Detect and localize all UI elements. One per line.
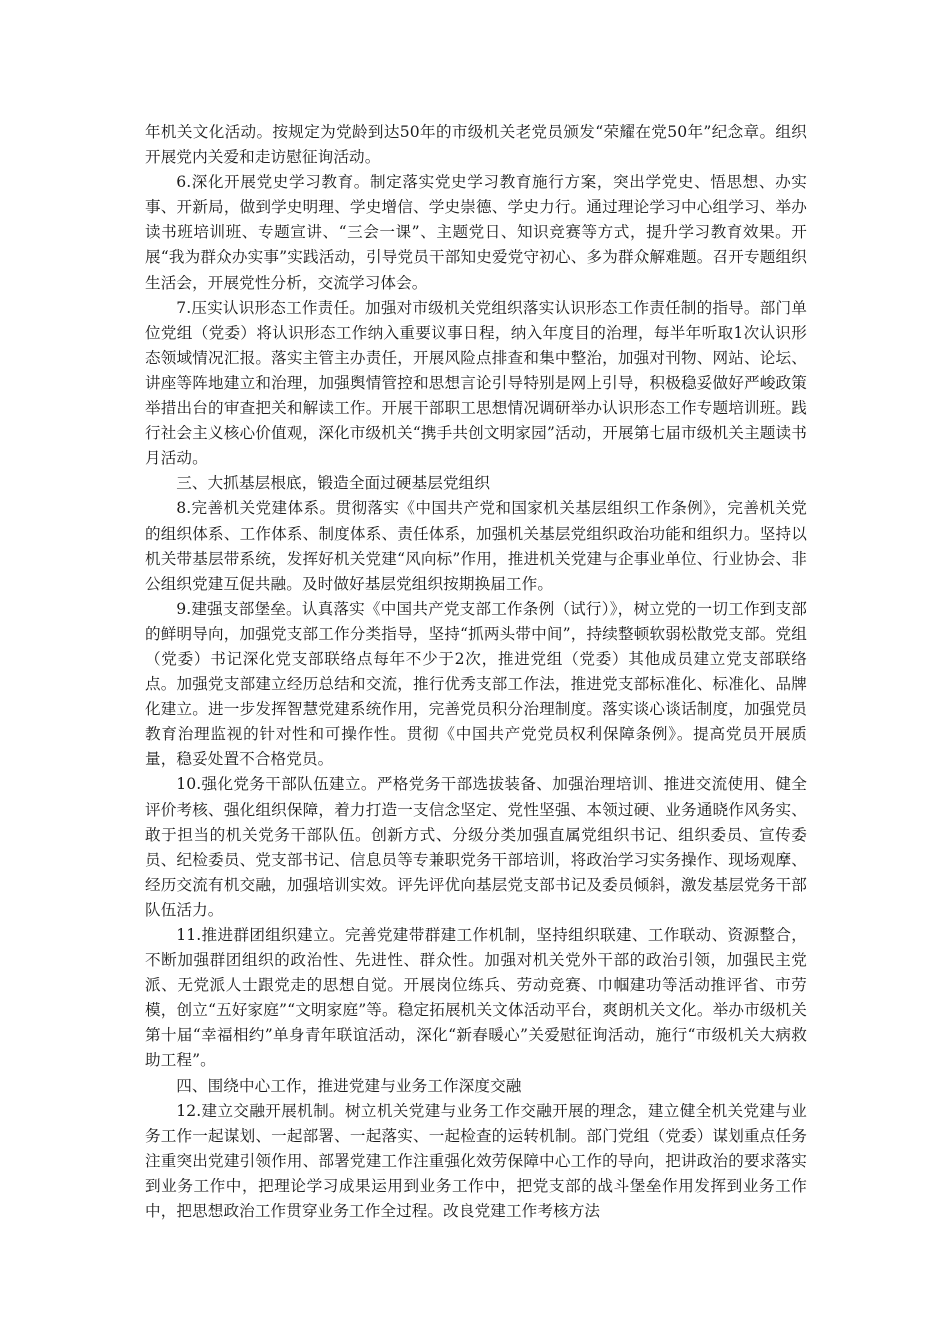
paragraph-item-7: 7.压实认识形态工作责任。加强对市级机关党组织落实认识形态工作责任制的指导。部门单位党组（党委）将认识形态工作纳入重要议事日程，纳入年度目的治理，每半年听取1次认识形态领域情况汇报。落实主管主办责任，开展风险点排查和集中整治，加强对刊物、网站、论坛、讲座等阵地建立和治理，加强舆情管控和思想言论引导特别是网上引导，积极稳妥做好严峻政策举措出台的审查把关和解读工作。开展干部职工思想情况调研举办认识形态工作专题培训班。践行社会主义核心价值观，深化市级机关“携手共创文明家园”活动，开展第七届市级机关主题读书月活动。: [145, 298, 807, 468]
paragraph-item-10: 10.强化党务干部队伍建立。严格党务干部选拔装备、加强治理培训、推进交流使用、健全评价考核、强化组织保障，着力打造一支信念坚定、党性坚强、本领过硬、业务通晓作风务实、敢于担当的机关党务干部队伍。创新方式、分级分类加强直属党组织书记、组织委员、宣传委员、纪检委员、党支部书记、信息员等专兼职党务干部培训，将政治学习实务操作、现场观摩、经历交流有机交融，加强培训实效。评先评优向基层党支部书记及委员倾斜，激发基层党务干部队伍活力。: [145, 775, 807, 919]
paragraph-item-12: 12.建立交融开展机制。树立机关党建与业务工作交融开展的理念，建立健全机关党建与业务工作一起谋划、一起部署、一起落实、一起检查的运转机制。部门党组（党委）谋划重点任务注重突出党建引领作用、部署党建工作注重强化效劳保障中心工作的导向，把讲政治的要求落实到业务工作中，把理论学习成果运用到业务工作中，把党支部的战斗堡垒作用发挥到业务工作中，把思想政治工作贯穿业务工作全过程。改良党建工作考核方法: [145, 1101, 807, 1221]
document-body: [145, 120, 807, 1224]
paragraph-item-11: 11.推进群团组织建立。完善党建带群建工作机制，坚持组织联建、工作联动、资源整合，不断加强群团组织的政治性、先进性、群众性。加强对机关党外干部的政治引领，加强民主党派、无党派人士跟党走的思想自觉。开展岗位练兵、劳动竞赛、巾帼建功等活动推评省、市劳模，创立“五好家庭”“文明家庭”等。稳定拓展机关文体活动平台，爽朗机关文化。举办市级机关第十届“幸福相约”单身青年联谊活动，深化“新春暖心”关爱慰征询活动，施行“市级机关大病救助工程”。: [145, 926, 807, 1070]
paragraph-item-8: 8.完善机关党建体系。贯彻落实《中国共产党和国家机关基层组织工作条例》，完善机关党的组织体系、工作体系、制度体系、责任体系，加强机关基层党组织政治功能和组织力。坚持以机关带基层带系统，发挥好机关党建“风向标”作用，推进机关党建与企事业单位、行业协会、非公组织党建互促共融。及时做好基层党组织按期换届工作。: [145, 499, 807, 593]
paragraph-item-9: 9.建强支部堡垒。认真落实《中国共产党支部工作条例（试行）》，树立党的一切工作到支部的鲜明导向，加强党支部工作分类指导，坚持“抓两头带中间”，持续整顿软弱松散党支部。党组（党委）书记深化党支部联络点每年不少于2次，推进党组（党委）其他成员建立党支部联络点。加强党支部建立经历总结和交流，推行优秀支部工作法，推进党支部标准化、标准化、品牌化建立。进一步发挥智慧党建系统作用，完善党员积分治理制度。落实谈心谈话制度，加强党员教育治理监视的针对性和可操作性。贯彻《中国共产党党员权利保障条例》。提高党员开展质量，稳妥处置不合格党员。: [145, 599, 807, 769]
section-heading-4: 四、围绕中心工作，推进党建与业务工作深度交融: [176, 1076, 522, 1095]
paragraph-item-6: 6.深化开展党史学习教育。制定落实党史学习教育施行方案，突出学党史、悟思想、办实事、开新局，做到学史明理、学史增信、学史崇德、学史力行。通过理论学习中心组学习、举办读书班培训班、专题宣讲、“三会一课”、主题党日、知识竞赛等方式，提升学习教育效果。开展“我为群众办实事”实践活动，引导党员干部知史爱党守初心、多为群众解难题。召开专题组织生活会，开展党性分析，交流学习体会。: [145, 173, 807, 292]
section-heading-3: 三、大抓基层根底，锻造全面过硬基层党组织: [176, 474, 491, 493]
paragraph-continuation: 年机关文化活动。按规定为党龄到达50年的市级机关老党员颁发“荣耀在党50年”纪念章。组织开展党内关爱和走访慰征询活动。: [145, 123, 807, 167]
